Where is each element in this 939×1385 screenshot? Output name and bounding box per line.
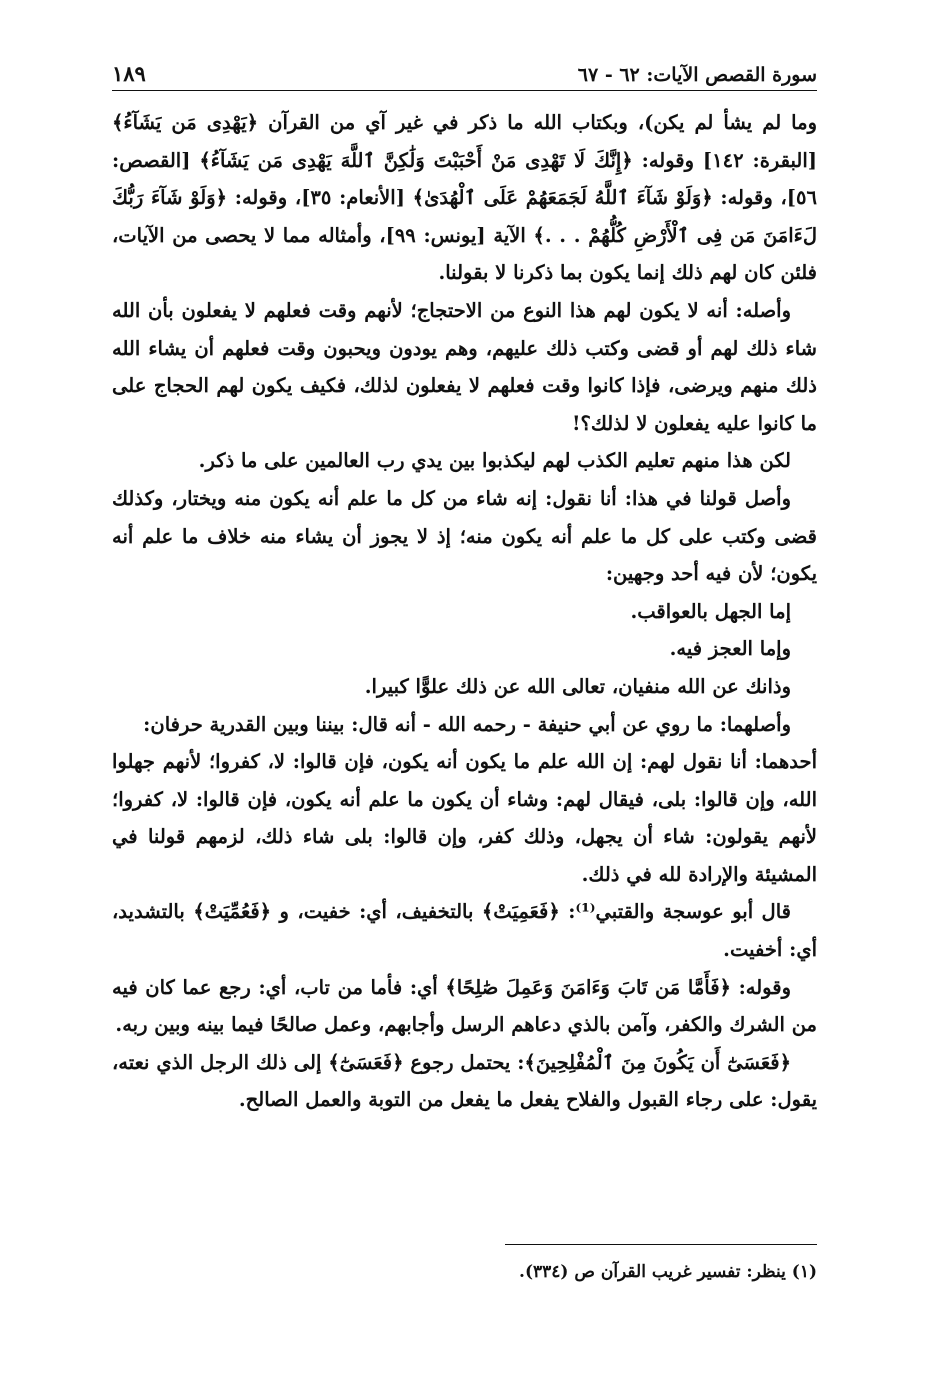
- footnote: (١) ينظر: تفسير غريب القرآن ص (٣٣٤).: [519, 1262, 817, 1282]
- paragraph-4: وأصل قولنا في هذا: أنا نقول: إنه شاء من كل ما علم أنه يكون منه ويختار، وكذلك قضى وكتب على كل ما علم أنه يكون منه؛ إذ لا يجوز أن يشاء منه خلاف ما علم أنه يكون؛ لأن فيه أحد وجهين:: [112, 486, 817, 586]
- paragraph-10: قال أبو عوسجة والقتبي⁽¹⁾: ﴿فَعَمِيَتْ﴾ بالتخفيف، أي: خفيت، و ﴿فَعُمِّيَتْ﴾ بالتشديد، أي: أخفيت.: [112, 900, 817, 962]
- page-body: [112, 104, 817, 1119]
- page-header: [112, 50, 817, 86]
- running-title: سورة القصص الآيات: ٦٢ - ٦٧: [577, 64, 817, 86]
- paragraph-11: وقوله: ﴿فَأَمَّا مَن تَابَ وَءَامَنَ وَعَمِلَ صَٰلِحًا﴾ أي: فأما من تاب، أي: رجع عما كان فيه من الشرك والكفر، وآمن بالذي دعاهم الرسل وأجابهم، وعمل صالحًا فيما بينه وبين ربه.: [112, 975, 817, 1037]
- footnote-rule: [505, 1244, 817, 1245]
- paragraph-7: وذانك عن الله منفيان، تعالى الله عن ذلك علوًّا كبيرا.: [364, 674, 791, 698]
- paragraph-2: وأصله: أنه لا يكون لهم هذا النوع من الاحتجاج؛ لأنهم وقت فعلهم لا يفعلون بأن الله شاء ذلك لهم أو قضى وكتب ذلك عليهم، وهم يودون ويحبون وقت فعلهم أن يشاء الله ذلك منهم ويرضى، فإذا كانوا وقت فعلهم لا يفعلون لذلك، فكيف يكون لهم الحجاج على ما كانوا عليه يفعلون لا لذلك؟!: [112, 298, 817, 435]
- page-number: ١٨٩: [112, 61, 146, 86]
- paragraph-6: وإما العجز فيه.: [669, 637, 791, 661]
- paragraph-5: إما الجهل بالعواقب.: [630, 599, 791, 623]
- paragraph-12: ﴿فَعَسَىٰٓ أَن يَكُونَ مِنَ ٱلْمُفْلِحِينَ﴾: يحتمل رجوع ﴿فَعَسَىٰٓ﴾ إلى ذلك الرجل الذي نعته، يقول: على رجاء القبول والفلاح يفعل ما يفعل من التوبة والعمل الصالح.: [112, 1050, 817, 1112]
- paragraph-3: لكن هذا منهم تعليم الكذب لهم ليكذبوا بين يدي رب العالمين على ما ذكر.: [198, 449, 791, 473]
- header-rule: [112, 90, 817, 91]
- paragraph-9: أحدهما: أنا نقول لهم: إن الله علم ما يكون أنه يكون، فإن قالوا: لا، كفروا؛ لأنهم جهلوا الله، وإن قالوا: بلى، فيقال لهم: وشاء أن يكون ما علم أنه يكون، فإن قالوا: لا، كفروا؛ لأنهم يقولون: شاء أن يجهل، وذلك كفر، وإن قالوا: بلى شاء ذلك، لزمهم قولنا في المشيئة والإرادة لله في ذلك.: [112, 750, 817, 886]
- paragraph-8: وأصلهما: ما روي عن أبي حنيفة - رحمه الله - أنه قال: بيننا وبين القدرية حرفان:: [143, 712, 791, 736]
- paragraph-1: وما لم يشأ لم يكن)، وبكتاب الله ما ذكر في غير آي من القرآن ﴿يَهْدِى مَن يَشَآءُ﴾ [البقرة: ١٤٢] وقوله: ﴿إِنَّكَ لَا تَهْدِى مَنْ أَحْبَبْتَ وَلَٰكِنَّ ٱللَّهَ يَهْدِى مَن يَشَآءُ﴾ [القصص: ٥٦]، وقوله: ﴿وَلَوْ شَآءَ ٱللَّهُ لَجَمَعَهُمْ عَلَى ٱلْهُدَىٰ﴾ [الأنعام: ٣٥]، وقوله: ﴿وَلَوْ شَآءَ رَبُّكَ لَءَامَنَ مَن فِى ٱلْأَرْضِ كُلُّهُمْ . . .﴾ الآية [يونس: ٩٩]، وأمثاله مما لا يحصى من الآيات، فلئن كان لهم ذلك إنما يكون بما ذكرنا لا بقولنا.: [112, 111, 818, 285]
